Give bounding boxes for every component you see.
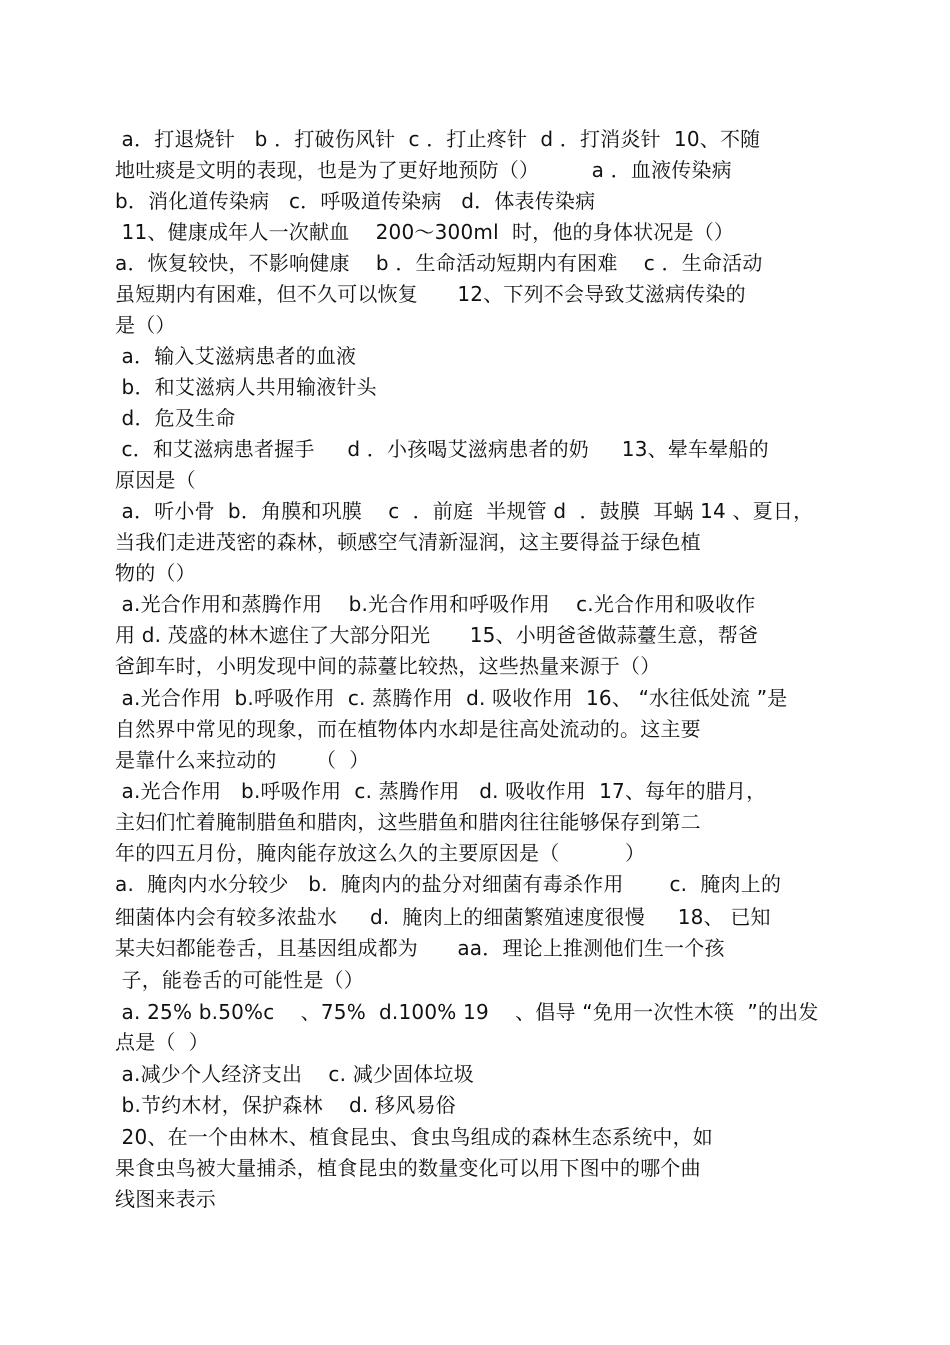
text-line: a．输入艾滋病患者的血液 <box>115 344 357 368</box>
text-line: 线图来表示 <box>115 1187 216 1211</box>
text-line: 点是（ ） <box>115 1030 209 1054</box>
text-line: a.光合作用 b.呼吸作用 c. 蒸腾作用 d. 吸收作用 17、每年的腊月， <box>115 779 767 803</box>
text-line: 某夫妇都能卷舌，且基因组成都为 aa．理论上推测他们生一个孩 <box>115 936 725 960</box>
text-line: 20、在一个由林木、植食昆虫、食虫鸟组成的森林生态系统中，如 <box>115 1125 714 1149</box>
text-line: 爸卸车时，小明发现中间的蒜薹比较热，这些热量来源于（） <box>115 654 661 678</box>
text-line: a．听小骨 b．角膜和巩膜 c ．前庭 半规管 d ．鼓膜 耳蜗 14 、夏日， <box>115 499 814 523</box>
text-line: a. 腌肉内水分较少 b. 腌肉内的盐分对细菌有毒杀作用 c. 腌肉上的 <box>115 872 782 896</box>
text-line: 11、健康成年人一次献血 200～300ml 时，他的身体状况是（） <box>115 220 735 244</box>
text-line: b．消化道传染病 c．呼吸道传染病 d．体表传染病 <box>115 189 596 213</box>
text-line: d．危及生命 <box>115 406 236 430</box>
text-line: a．打退烧针 b ．打破伤风针 c ．打止疼针 d ．打消炎针 10、不随 <box>115 127 761 151</box>
text-line: b．和艾滋病人共用输液针头 <box>115 375 377 399</box>
text-line: a. 25% b.50%c 、75% d.100% 19 、倡导 “免用一次性木筷 ”的出发 <box>115 1000 819 1024</box>
text-line: a．恢复较快，不影响健康 b ．生命活动短期内有困难 c ．生命活动 <box>115 251 763 275</box>
text-line: 用 d. 茂盛的林木遮住了大部分阳光 15、小明爸爸做蒜薹生意，帮爸 <box>115 623 759 647</box>
text-line: 主妇们忙着腌制腊鱼和腊肉，这些腊鱼和腊肉往往能够保存到第二 <box>115 810 701 834</box>
text-line: 细菌体内会有较多浓盐水 d. 腌肉上的细菌繁殖速度很慢 18、 已知 <box>115 905 771 929</box>
text-line: 子，能卷舌的可能性是（） <box>115 968 364 992</box>
text-line: 当我们走进茂密的森林，顿感空气清新湿润，这主要得益于绿色植 <box>115 530 701 554</box>
text-line: 原因是（ <box>115 468 196 492</box>
text-line: b.节约木材，保护森林 d. 移风易俗 <box>115 1093 456 1117</box>
text-line: a.减少个人经济支出 c. 减少固体垃圾 <box>115 1062 474 1086</box>
text-line: a.光合作用和蒸腾作用 b.光合作用和呼吸作用 c.光合作用和吸收作 <box>115 592 756 616</box>
text-line: 是靠什么来拉动的 （ ） <box>115 748 370 772</box>
text-line: 年的四五月份，腌肉能存放这么久的主要原因是（ ） <box>115 841 646 865</box>
text-line: 果食虫鸟被大量捕杀，植食昆虫的数量变化可以用下图中的哪个曲 <box>115 1156 701 1180</box>
text-line: 自然界中常见的现象，而在植物体内水却是往高处流动的。这主要 <box>115 717 701 741</box>
text-line: 虽短期内有困难，但不久可以恢复 12、下列不会导致艾滋病传染的 <box>115 282 746 306</box>
text-line: 是（） <box>115 313 176 337</box>
text-line: 物的（） <box>115 561 196 585</box>
text-line: c．和艾滋病患者握手 d ．小孩喝艾滋病患者的奶 13、晕车晕船的 <box>115 437 769 461</box>
text-line: a.光合作用 b.呼吸作用 c. 蒸腾作用 d. 吸收作用 16、 “水往低处流 ”是 <box>115 686 788 710</box>
text-line: 地吐痰是文明的表现，也是为了更好地预防（） a ．血液传染病 <box>115 158 732 182</box>
